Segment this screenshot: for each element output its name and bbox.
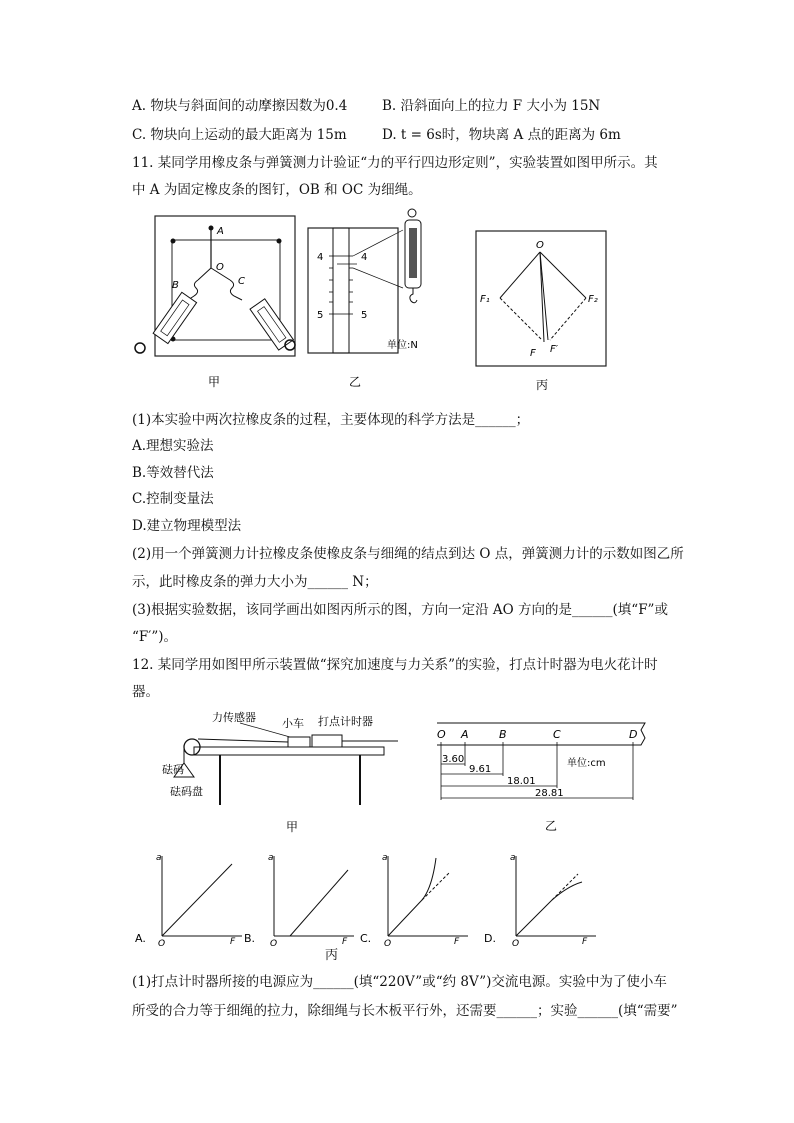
graph-a-opt: A.	[135, 932, 146, 945]
graph-a-f: F	[230, 937, 236, 947]
dist-OA: 3.60	[442, 754, 465, 765]
q11-part2-line1: (2)用一个弹簧测力计拉橡皮条使橡皮条与细绳的结点到达 O 点，弹簧测力计的示数如图乙所	[132, 546, 684, 562]
tape-C: C	[553, 728, 561, 741]
graph-b-o: O	[270, 939, 278, 949]
caption-yi: 乙	[349, 375, 362, 389]
graph-a-a: a	[156, 853, 162, 863]
scale-4-left: 4	[317, 252, 324, 263]
q11-figure-yi	[305, 208, 465, 393]
tape-unit: 单位:cm	[567, 758, 606, 769]
dist-OC: 18.01	[507, 776, 536, 787]
scale-5-right: 5	[361, 310, 368, 321]
graph-d-opt: D.	[484, 932, 496, 945]
graph-c	[360, 853, 468, 949]
tape-B: B	[499, 728, 507, 741]
q11-part2-line2: 示，此时橡皮条的弹力大小为______ N；	[132, 574, 378, 590]
q12-stem-line1: 12. 某同学用如图甲所示装置做“探究加速度与力关系”的实验，打点计时器为电火花计时	[132, 657, 658, 673]
label-timer: 打点计时器	[318, 715, 373, 728]
label-force-sensor: 力传感器	[212, 711, 256, 724]
dist-OB: 9.61	[469, 764, 492, 775]
bing-label-O: O	[536, 240, 544, 251]
graph-b	[244, 853, 354, 949]
scale-4-right: 4	[361, 252, 368, 263]
label-F: F	[530, 348, 536, 359]
q10-option-d: D. t = 6s时，物块离 A 点的距离为 6m	[382, 127, 621, 143]
label-C: C	[238, 276, 245, 287]
graph-c-opt: C.	[360, 932, 372, 945]
q11-option-c: C.控制变量法	[132, 491, 214, 507]
q11-part3-line1: (3)根据实验数据，该同学画出如图丙所示的图，方向一定沿 AO 方向的是______(填“F”或	[132, 602, 668, 618]
graph-b-a: a	[268, 853, 274, 863]
dist-OD: 28.81	[535, 788, 564, 799]
q11-part1: (1)本实验中两次拉橡皮条的过程，主要体现的科学方法是______；	[132, 412, 530, 428]
q11-option-b: B.等效替代法	[132, 465, 214, 481]
label-A: A	[217, 226, 224, 237]
q12-caption-bing: 丙	[325, 948, 339, 963]
label-Fprime: F′	[550, 344, 559, 355]
q11-stem-line2: 中 A 为固定橡皮条的图钉，OB 和 OC 为细绳。	[132, 182, 422, 198]
q11-figure-jia	[130, 210, 300, 390]
graph-c-a: a	[382, 853, 388, 863]
graph-a-o: O	[158, 939, 166, 949]
graph-d-o: O	[512, 939, 520, 949]
graph-c-f: F	[454, 937, 460, 947]
q12-figure-jia	[160, 705, 400, 835]
graph-c-o: O	[384, 939, 392, 949]
graph-b-opt: B.	[244, 932, 256, 945]
q11-figure-bing	[474, 228, 614, 393]
q11-part3-line2: “F′”)。	[132, 629, 178, 645]
q11-stem-line1: 11. 某同学用橡皮条与弹簧测力计验证“力的平行四边形定则”，实验装置如图甲所示。其	[132, 155, 658, 171]
unit-N: 单位:N	[387, 340, 418, 351]
caption-bing: 丙	[536, 378, 549, 392]
q10-option-a: A. 物块与斜面间的动摩擦因数为0.4	[132, 98, 348, 114]
q10-option-b: B. 沿斜面向上的拉力 F 大小为 15N	[382, 98, 601, 114]
q12-part1-line1: (1)打点计时器所接的电源应为______(填“220V”或“约 8V”)交流电源。实验中为了使小车	[132, 974, 667, 990]
q11-option-d: D.建立物理模型法	[132, 518, 242, 534]
caption-jia: 甲	[208, 375, 221, 389]
scale-5-left: 5	[317, 310, 324, 321]
label-pan: 砝码盘	[170, 785, 203, 798]
caption-yi-12: 乙	[545, 819, 558, 833]
label-F1: F₁	[480, 294, 490, 305]
label-F2: F₂	[588, 294, 598, 305]
q12-stem-line2: 器。	[132, 684, 159, 700]
label-cart: 小车	[282, 717, 304, 730]
graph-b-f: F	[342, 937, 348, 947]
graph-d-a: a	[510, 853, 516, 863]
q12-part1-line2: 所受的合力等于细绳的拉力，除细绳与长木板平行外，还需要______；实验______(填“需要”	[132, 1003, 678, 1019]
label-B: B	[172, 280, 179, 291]
q11-option-a: A.理想实验法	[132, 438, 214, 454]
tape-D: D	[629, 728, 638, 741]
label-weight: 砝码	[162, 763, 184, 776]
graph-d	[484, 853, 596, 949]
tape-A: A	[461, 728, 469, 741]
q12-figure-bing	[132, 848, 602, 948]
tape-O: O	[437, 728, 446, 741]
label-O: O	[216, 262, 224, 273]
graph-d-f: F	[582, 937, 588, 947]
caption-jia-12: 甲	[286, 820, 299, 834]
graph-a	[135, 853, 242, 949]
q10-option-c: C. 物块向上运动的最大距离为 15m	[132, 127, 347, 143]
q12-figure-yi	[435, 718, 655, 833]
